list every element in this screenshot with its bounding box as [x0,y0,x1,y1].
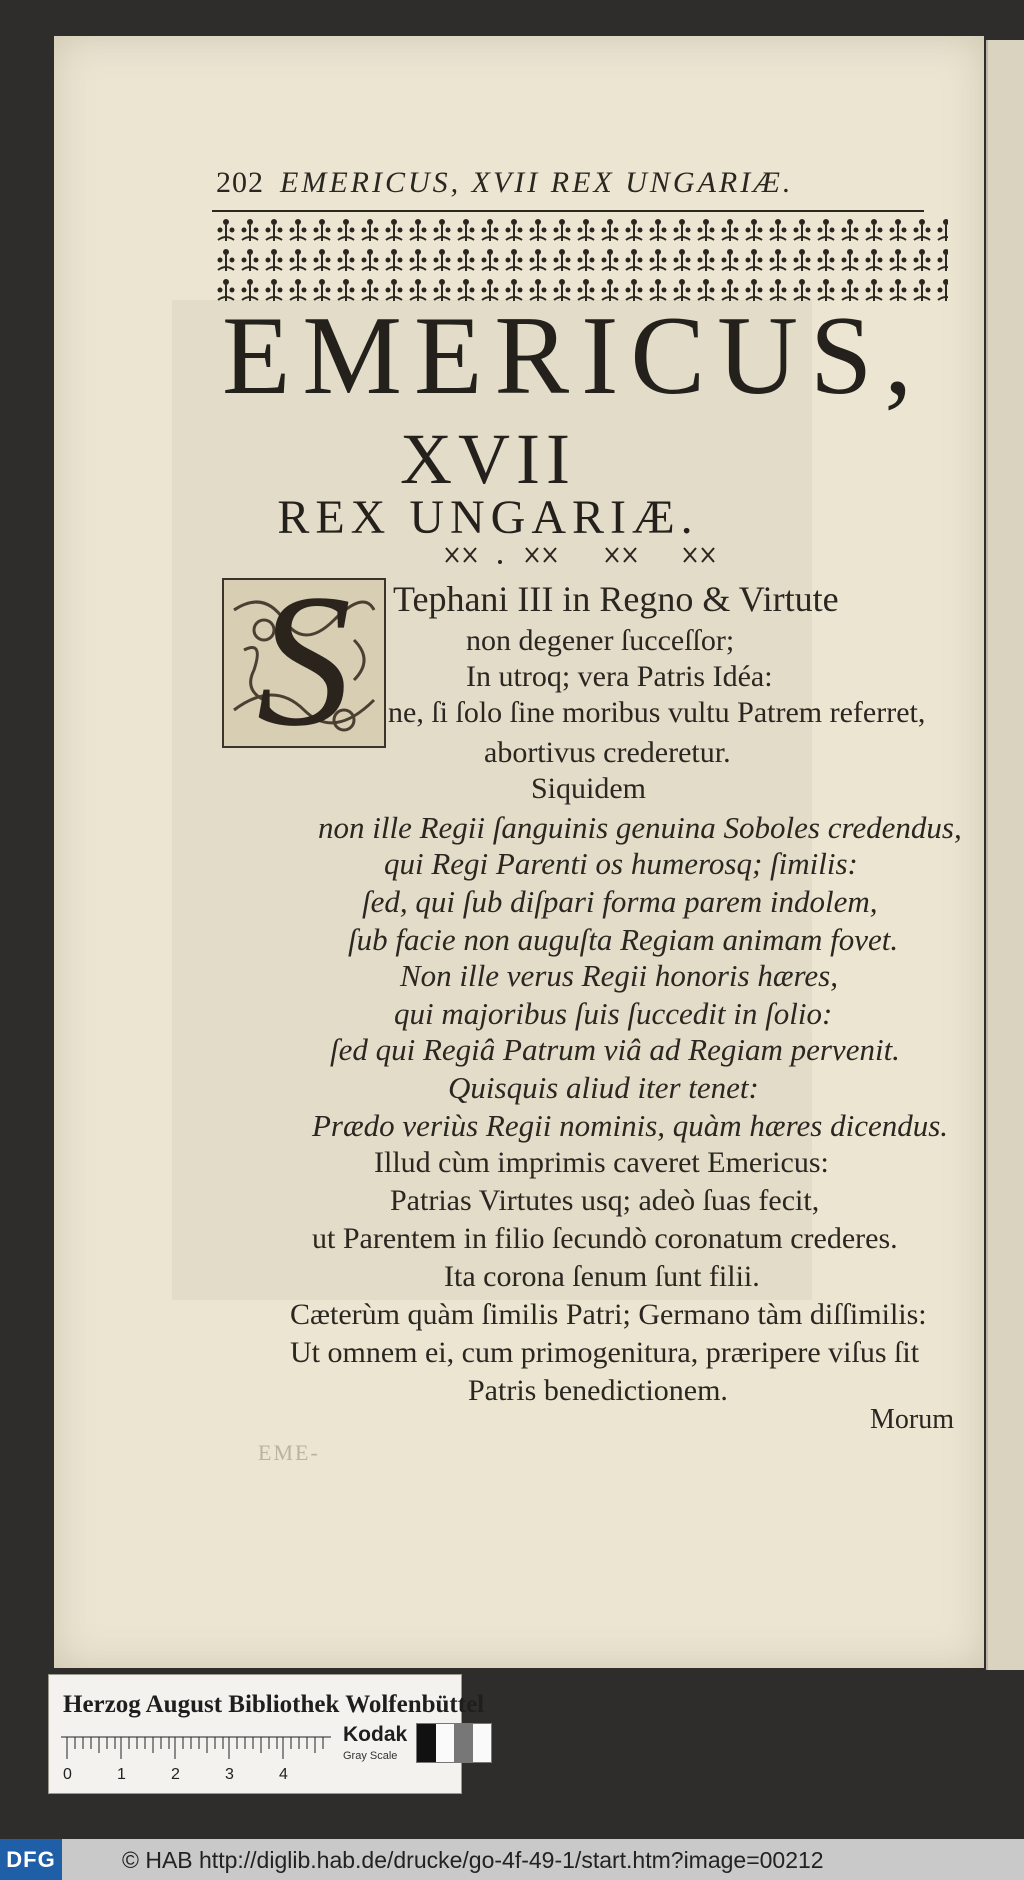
text-line: Non ille verus Regii honoris hæres, [400,958,838,993]
kodak-logo: Kodak [343,1723,408,1746]
initial-letter: S [256,578,352,748]
main-title: EMERICUS, [222,294,925,418]
text-line: Ita corona ſenum ſunt filii. [444,1260,760,1293]
swatch-gray [454,1724,473,1762]
text-line: Quisquis aliud iter tenet: [448,1070,759,1105]
show-through-text: EME- [258,1440,320,1465]
library-color-card [48,1674,485,1794]
text-line: abortivus crederetur. [484,736,731,769]
swatch-black [417,1724,436,1762]
swatch-white [436,1724,455,1762]
text-line: Cæterùm quàm ſimilis Patri; Germano tàm diſſimilis: [290,1298,927,1331]
text-line: In utroq; vera Patris Idéa: [466,660,773,693]
text-line: ſed qui Regiâ Patrum viâ ad Regiam pervenit. [330,1032,900,1067]
text-line: Patris benedictionem. [468,1374,728,1407]
page-number: 202 [216,166,264,199]
decorated-initial [222,578,386,748]
ruler-label: 1 [117,1766,126,1783]
title-subtitle: REX UNGARIÆ. [277,491,699,544]
running-head [216,166,926,210]
dfg-logo: DFG [0,1839,62,1880]
ruler-label: 0 [63,1766,72,1783]
running-head-title: EMERICUS, XVII REX UNGARIÆ. [280,166,794,199]
ruler-label: 2 [171,1766,180,1783]
footer-bar [0,1839,1024,1880]
ruler-label: 3 [225,1766,234,1783]
text-line: qui majoribus ſuis ſuccedit in ſolio: [394,996,833,1031]
text-line: Tephani III in Regno & Virtute [393,579,839,619]
text-line: non ille Regii ſanguinis genuina Soboles credendus, [318,810,962,845]
header-rule [212,210,924,212]
catchword: Morum [870,1404,954,1435]
text-line: ſed, qui ſub diſpari forma parem indolem, [362,884,878,919]
text-line: Ut omnem ei, cum primogenitura, præripere viſus ſit [290,1336,920,1369]
text-line: Prædo veriùs Regii nominis, quàm hæres dicendus. [312,1108,949,1143]
gray-scale-label: Gray Scale [343,1750,398,1762]
text-line: Siquidem [531,772,647,805]
text-line: ne, ſi ſolo ſine moribus vultu Patrem referret, [388,696,926,729]
copyright-link[interactable]: © HAB http://diglib.hab.de/drucke/go-4f-49-1/start.htm?image=00212 [122,1847,824,1873]
text-line: Illud cùm imprimis caveret Emericus: [374,1146,829,1179]
gray-swatches [416,1723,492,1763]
facing-page-edge [986,40,1024,1670]
text-line: Patrias Virtutes usq; adeò ſuas fecit, [390,1184,820,1217]
ruler-label: 4 [279,1766,288,1783]
text-line: non degener ſucceſſor; [466,624,735,657]
swatch-white [473,1724,492,1762]
text-line: qui Regi Parenti os humerosq; ſimilis: [384,846,858,881]
library-name: Herzog August Bibliothek Wolfenbüttel [63,1691,485,1718]
text-line: ut Parentem in filio ſecundò coronatum crederes. [312,1222,898,1255]
asterism-ornament [440,542,740,570]
title-numeral: XVII [400,419,576,499]
text-line: ſub facie non auguſta Regiam animam fovet. [348,922,899,957]
scale-ruler [61,1733,331,1785]
